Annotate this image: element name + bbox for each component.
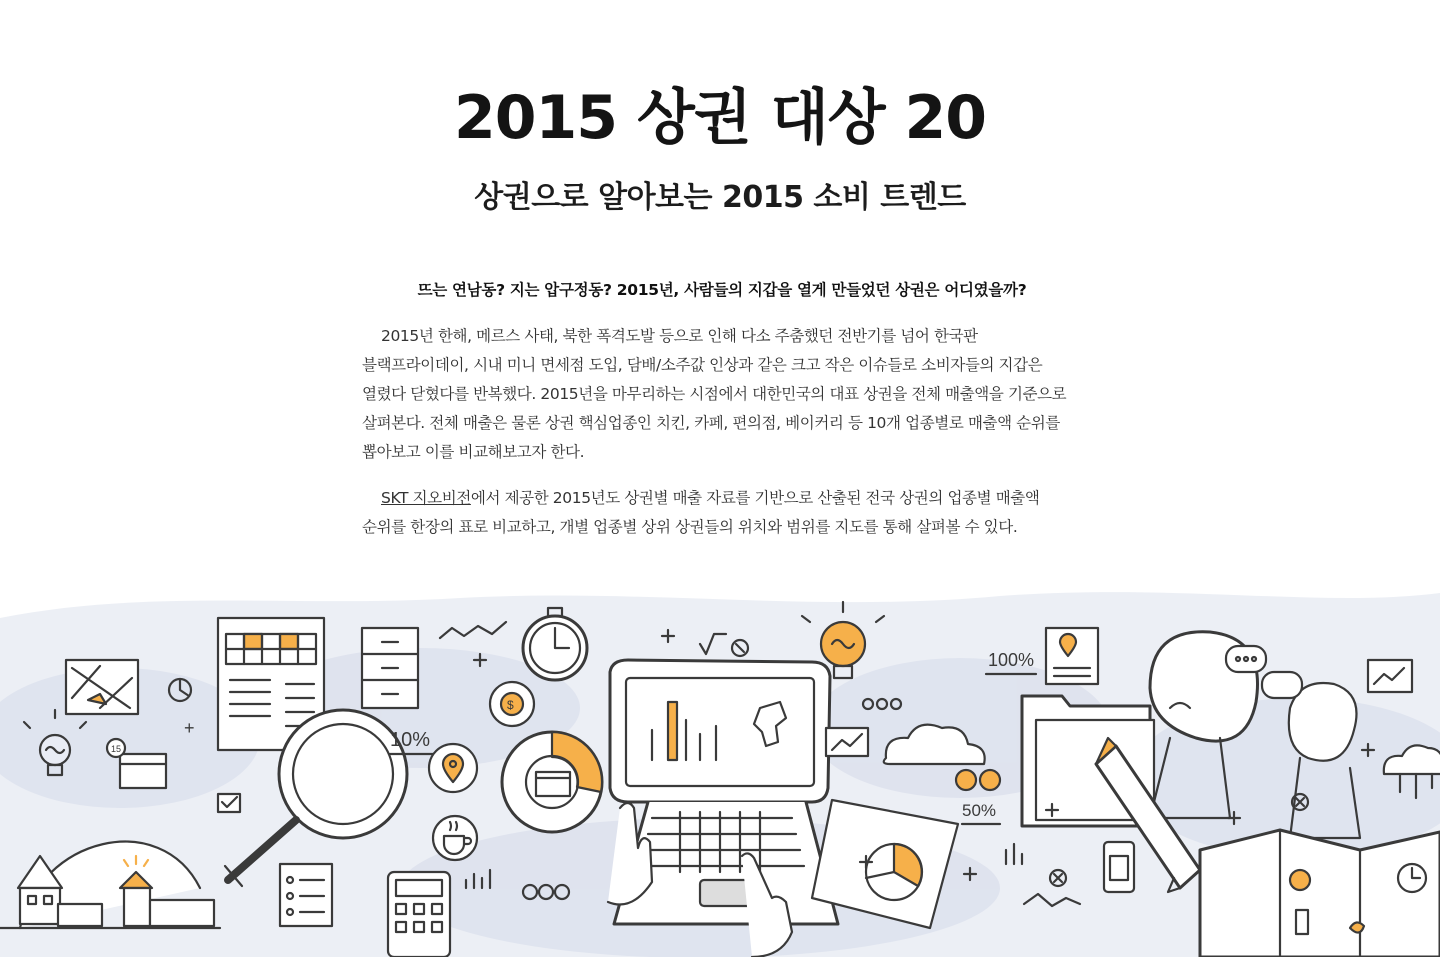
phone-icon [1104, 842, 1134, 892]
percent-100-label: 100% [988, 650, 1035, 670]
growth-card-icon [826, 728, 868, 756]
skt-geovision-link[interactable]: SKT 지오비전 [381, 489, 471, 507]
percent-10-label: 10% [390, 729, 431, 751]
map-bottom-icon [1200, 830, 1440, 957]
article-paragraph-2 [362, 484, 1082, 542]
article-paragraph-2-text: 에서 제공한 2015년도 상권별 매출 자료를 기반으로 산출된 전국 상권의 업종별 매출액 순위를 한장의 표로 비교하고, 개별 업종별 상위 상권들의 위치와 범위를 지도를 통해 살펴볼 수 있다. [362, 489, 1040, 536]
speech-bubble-icon [1226, 646, 1266, 672]
page-title: 2015 상권 대상 20 [454, 83, 986, 153]
donut-chart-icon [502, 732, 602, 832]
article-paragraph-1: 2015년 한해, 메르스 사태, 북한 폭격도발 등으로 인해 다소 주춤했던 전반기를 넘어 한국판 블랙프라이데이, 시내 미니 면세점 도입, 담배/소주값 인상과 같은 크고 작은 이슈들로 소비자들의 지갑은 열렸다 닫혔다를 반복했다. 2015년을 마무리하는 시점에서 대한민국의 대표 상권을 전체 매출액을 기준으로 살펴본다. 전체 매출은 물론 상권 핵심업종인 치킨, 카페, 편의점, 베이커리 등 10개 업종별로 매출액 순위를 뽑아보고 이를 비교해보고자 한다. [362, 327, 1067, 461]
coin-2-icon [956, 770, 976, 790]
svg-text:$: $ [507, 698, 514, 712]
chart-card-icon [1368, 660, 1412, 692]
article-body [362, 276, 1082, 559]
badge-15-label: 15 [110, 744, 122, 754]
page-subtitle: 상권으로 알아보는 2015 소비 트렌드 [474, 180, 966, 215]
svg-text:+: + [184, 718, 195, 738]
map-icon [66, 660, 138, 714]
percent-50-label: 50% [962, 801, 997, 820]
calculator-icon [388, 872, 450, 957]
article-lead: 뜨는 연남동? 지는 압구정동? 2015년, 사람들의 지갑을 열게 만들었던 상권은 어디였을까? [417, 281, 1027, 299]
window-icon [120, 754, 166, 788]
doodle-illustration [0, 588, 1440, 957]
cabinet-icon [362, 628, 418, 708]
